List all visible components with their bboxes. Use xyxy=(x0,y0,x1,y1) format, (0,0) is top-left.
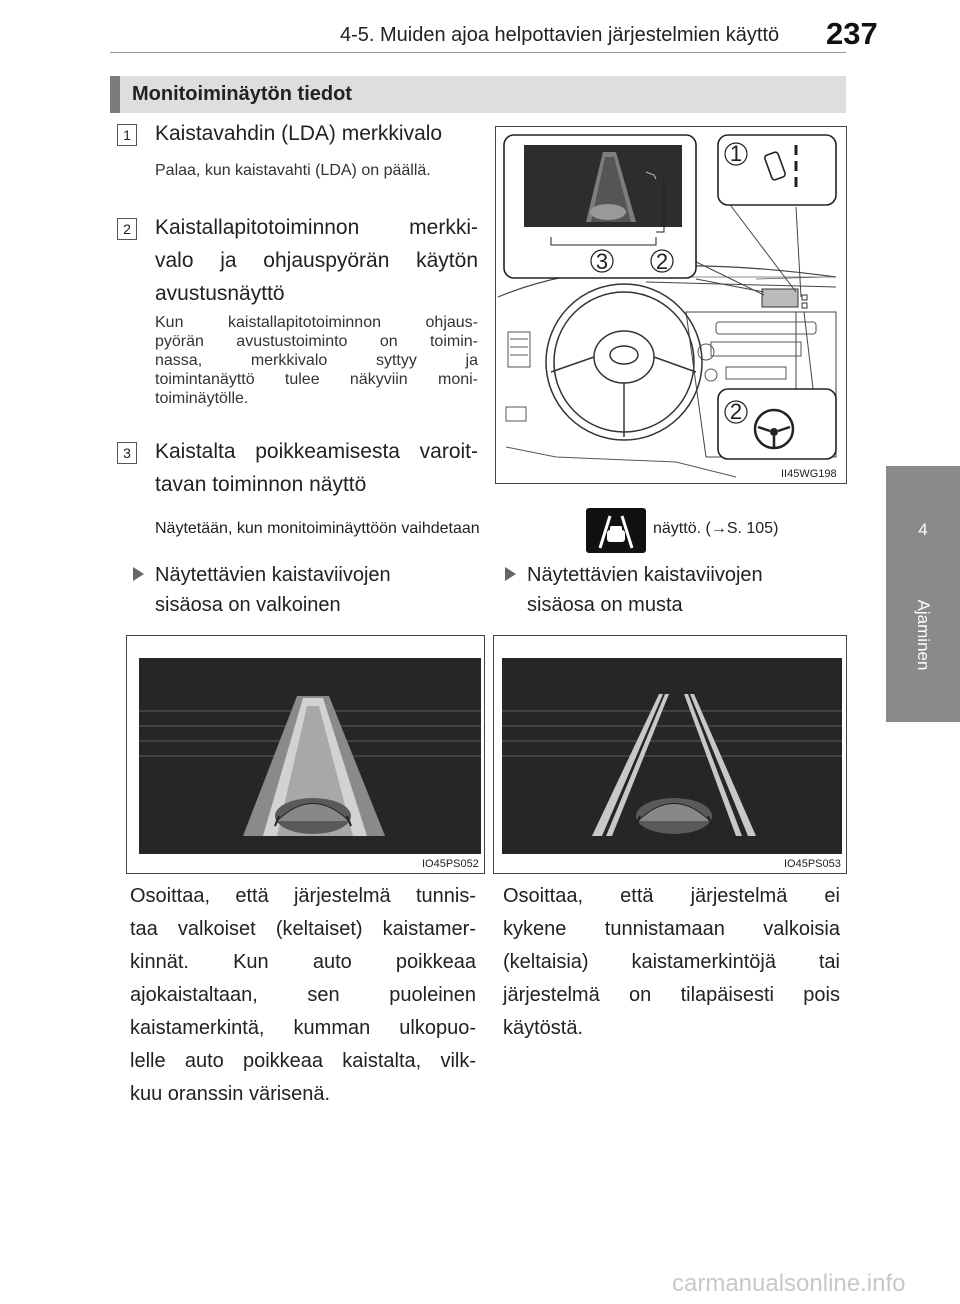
col1-line: ajokaistaltaan, sen puoleinen xyxy=(130,984,476,1006)
lane-display-icon xyxy=(586,508,646,553)
col2-line: Osoittaa, että järjestelmä ei xyxy=(503,885,840,907)
col2-text xyxy=(503,880,840,1045)
desc-line: nassa, merkkivalo syttyy ja xyxy=(155,352,478,369)
watermark: carmanualsonline.info xyxy=(672,1270,906,1297)
desc-line: pyörän avustustoiminto on toimin- xyxy=(155,333,478,350)
chapter-label-wrap xyxy=(888,580,958,690)
col2-line: kykene tunnistamaan valkoisia xyxy=(503,918,840,940)
col2-line: (keltaisia) kaistamerkintöjä tai xyxy=(503,951,840,973)
figure-lane-white xyxy=(126,635,485,874)
item-title-2 xyxy=(155,211,478,310)
item-title-1: Kaistavahdin (LDA) merkkivalo xyxy=(155,122,443,145)
col1-heading-line: Näytettävien kaistaviivojen xyxy=(155,564,391,586)
item-title-2-line: valo ja ohjauspyörän käytön xyxy=(155,249,478,272)
figure-code: II45WG198 xyxy=(781,468,837,480)
item-desc-2 xyxy=(155,313,478,408)
item-title-3-line: Kaistalta poikkeamisesta varoit- xyxy=(155,440,478,463)
figure-code: IO45PS052 xyxy=(422,858,479,870)
desc-line: toimintanäyttö tulee näkyviin moni- xyxy=(155,371,478,388)
callout-2b: 2 xyxy=(729,399,743,424)
col1-text xyxy=(130,880,476,1111)
display-note-before: Näytetään, kun monitoiminäyttöön vaihdetaan xyxy=(155,520,480,537)
dashboard-figure xyxy=(495,126,847,484)
callout-1: 1 xyxy=(729,141,743,166)
arrow-icon: → xyxy=(710,520,727,537)
desc-line: Kun kaistallapitotoiminnon ohjaus- xyxy=(155,314,478,331)
col2-heading-line: Näytettävien kaistaviivojen xyxy=(527,564,763,586)
page-ref-link[interactable]: S. 105) xyxy=(726,520,779,537)
figure-code: IO45PS053 xyxy=(784,858,841,870)
desc-line: toiminäytölle. xyxy=(155,390,249,407)
item-title-3-line: tavan toiminnon näyttö xyxy=(155,473,367,496)
col1-line: kuu oranssin värisenä. xyxy=(130,1083,331,1105)
header-rule xyxy=(110,52,846,53)
item-title-2-line: avustusnäyttö xyxy=(155,282,285,305)
col2-line: järjestelmä on tilapäisesti pois xyxy=(503,984,840,1006)
display-note-after-text: näyttö. ( xyxy=(653,520,711,537)
col2-heading-line: sisäosa on musta xyxy=(527,594,683,616)
col1-heading-line: sisäosa on valkoinen xyxy=(155,594,341,616)
display-note-after xyxy=(653,520,778,538)
col1-line: lelle auto poikkeaa kaistalta, vilk- xyxy=(130,1050,476,1072)
item-number-2: 2 xyxy=(117,218,137,240)
lane-white-illustration xyxy=(127,636,484,873)
col1-line: taa valkoiset (keltaiset) kaistamer- xyxy=(130,918,476,940)
page-number: 237 xyxy=(826,16,878,51)
col1-line: kinnät. Kun auto poikkeaa xyxy=(130,951,476,973)
col1-line: kaistamerkintä, kumman ulkopuo- xyxy=(130,1017,476,1039)
item-title-2-line: Kaistallapitotoiminnon merkki- xyxy=(155,216,478,239)
item-title-3 xyxy=(155,435,478,501)
item-number-1: 1 xyxy=(117,124,137,146)
col1-heading xyxy=(155,560,391,620)
col1-line: Osoittaa, että järjestelmä tunnis- xyxy=(130,885,476,907)
bullet-triangle-icon xyxy=(133,567,144,581)
lane-black-illustration xyxy=(494,636,846,873)
col2-heading xyxy=(527,560,763,620)
section-title: Monitoiminäytön tiedot xyxy=(132,83,352,105)
dashboard-illustration xyxy=(496,127,846,483)
col2-line: käytöstä. xyxy=(503,1017,584,1039)
section-accent xyxy=(110,76,120,113)
bullet-triangle-icon xyxy=(505,567,516,581)
lane-car-icon xyxy=(586,508,646,553)
item-number-3: 3 xyxy=(117,442,137,464)
item-desc-1: Palaa, kun kaistavahti (LDA) on päällä. xyxy=(155,162,431,179)
figure-lane-black xyxy=(493,635,847,874)
callout-3: 3 xyxy=(595,249,609,274)
section-heading xyxy=(110,76,846,113)
callout-2: 2 xyxy=(655,249,669,274)
running-header: 4-5. Muiden ajoa helpottavien järjestelmien käyttö xyxy=(340,24,780,46)
chapter-label: Ajaminen xyxy=(914,599,933,671)
chapter-number: 4 xyxy=(918,520,928,539)
